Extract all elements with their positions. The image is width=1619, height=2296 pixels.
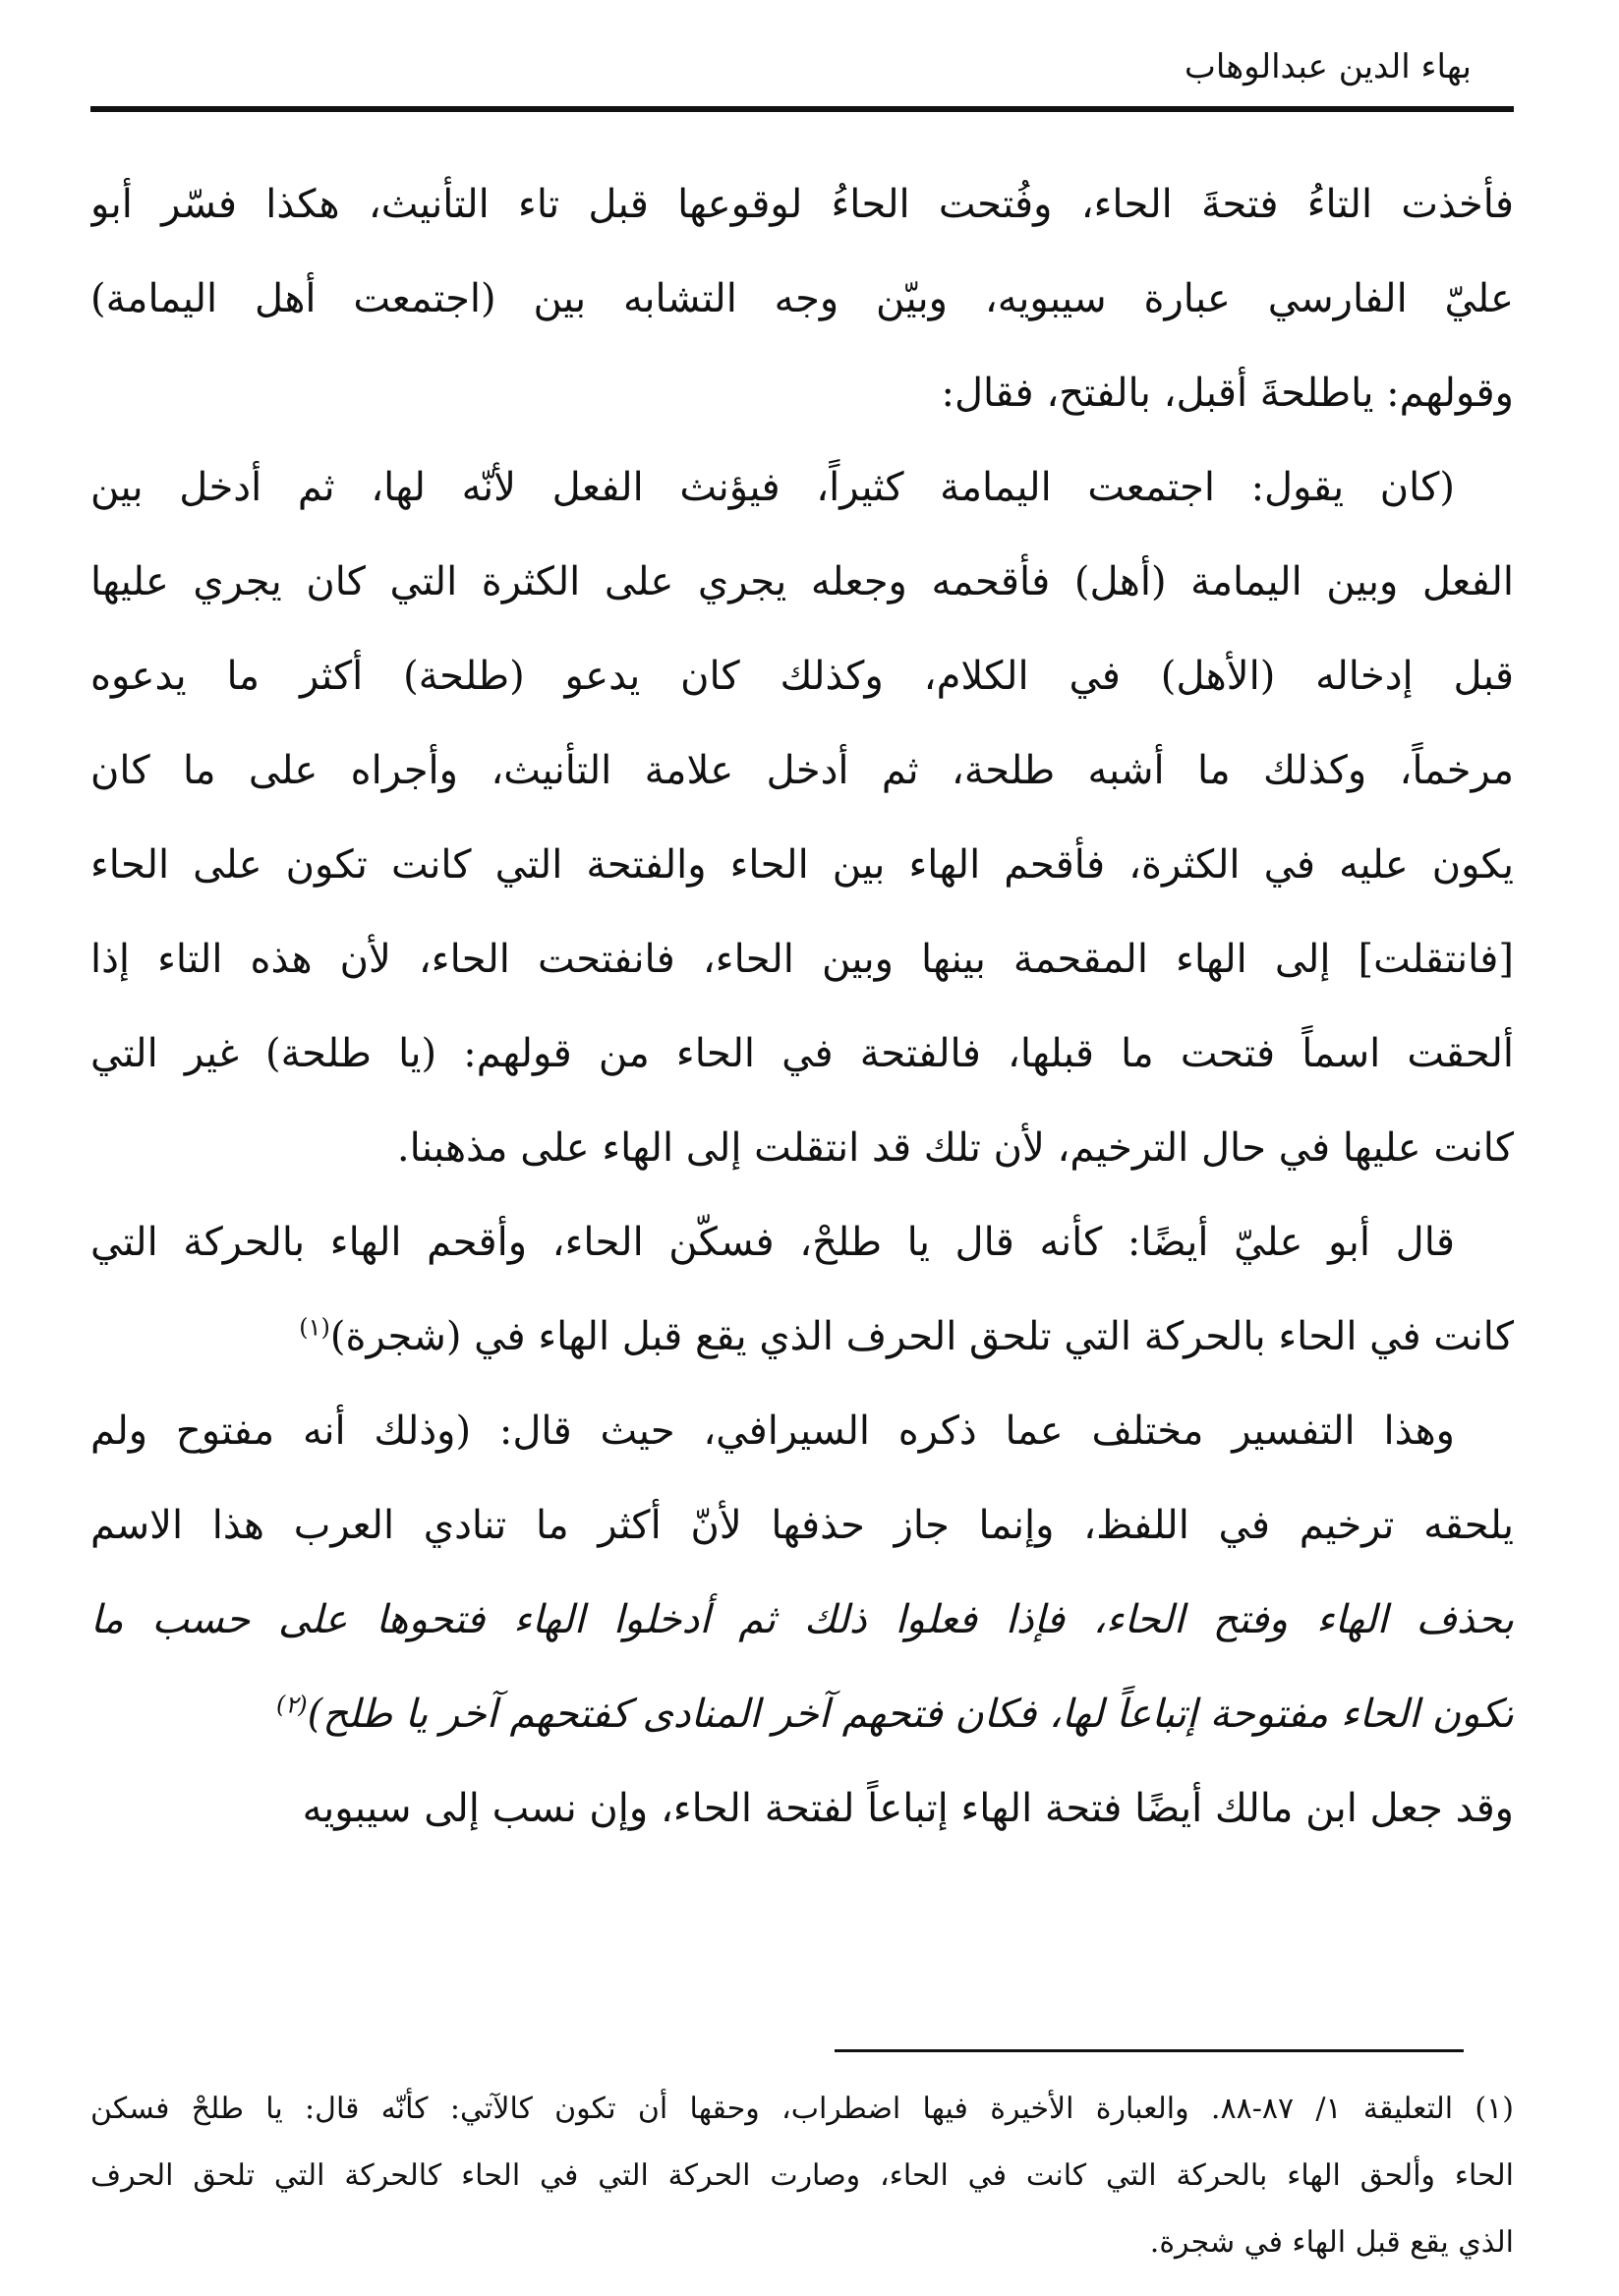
text-line-with-footnote bbox=[90, 1290, 1514, 1384]
text-line-content: كانت في الحاء بالحركة التي تلحق الحرف الذي يقع قبل الهاء في (شجرة) bbox=[329, 1314, 1514, 1359]
running-header: بهاء الدين عبدالوهاب bbox=[1184, 47, 1472, 86]
footnote-line: الذي يقع قبل الهاء في شجرة. bbox=[1149, 2225, 1514, 2260]
handwritten-line-with-footnote bbox=[90, 1667, 1514, 1761]
text-line: فأخذت التاءُ فتحةَ الحاء، وفُتحت الحاءُ لوقوعها قبل تاء التأنيث، هكذا فسّر أبو bbox=[90, 182, 1514, 227]
text-line: عليّ الفارسي عبارة سيبويه، وبيّن وجه التشابه بين (اجتمعت أهل اليمامة) bbox=[90, 276, 1514, 321]
text-line: كانت عليها في حال الترخيم، لأن تلك قد انتقلت إلى الهاء على مذهبنا. bbox=[396, 1125, 1514, 1171]
footnote-line: الحاء وألحق الهاء بالحركة التي كانت في الحاء، وصارت الحركة التي في الحاء كالحركة التي تلحق الحرف bbox=[90, 2158, 1514, 2193]
text-line-content: تكون الحاء مفتوحة إتباعاً لها، فكان فتحهم آخر المنادى كفتحهم آخر يا طلح) bbox=[307, 1692, 1514, 1737]
footnote-marker-1: (١) bbox=[299, 1313, 330, 1342]
text-line: مرخماً، وكذلك ما أشبه طلحة، ثم أدخل علامة التأنيث، وأجراه على ما كان bbox=[90, 748, 1514, 793]
text-line: وقولهم: ياطلحةَ أقبل، بالفتح، فقال: bbox=[941, 371, 1514, 416]
footnote-separator bbox=[835, 2049, 1464, 2052]
text-line: (كان يقول: اجتمعت اليمامة كثيراً، فيؤنث الفعل لأنّه لها، ثم أدخل بين bbox=[90, 465, 1455, 510]
text-line: ألحقت اسماً فتحت ما قبلها، فالفتحة في الحاء من قولهم: (يا طلحة) غير التي bbox=[90, 1031, 1514, 1076]
text-line: [فانتقلت] إلى الهاء المقحمة بينها وبين الحاء، فانفتحت الحاء، لأن هذه التاء إذا bbox=[90, 937, 1514, 982]
text-line: يلحقه ترخيم في اللفظ، وإنما جاز حذفها لأنّ أكثر ما تنادي العرب هذا الاسم bbox=[90, 1503, 1514, 1548]
text-line: قبل إدخاله (الأهل) في الكلام، وكذلك كان يدعو (طلحة) أكثر ما يدعوه bbox=[90, 654, 1514, 699]
text-line: وقد جعل ابن مالك أيضًا فتحة الهاء إتباعاً لفتحة الحاء، وإن نسب إلى سيبويه bbox=[302, 1786, 1514, 1831]
text-line: الفعل وبين اليمامة (أهل) فأقحمه وجعله يجري على الكثرة التي كان يجري عليها bbox=[90, 559, 1514, 604]
footnotes bbox=[90, 2076, 1514, 2276]
header-rule bbox=[90, 106, 1514, 112]
text-line: وهذا التفسير مختلف عما ذكره السيرافي، حيث قال: (وذلك أنه مفتوح ولم bbox=[90, 1408, 1455, 1454]
handwritten-line: بحذف الهاء وفتح الحاء، فإذا فعلوا ذلك ثم أدخلوا الهاء فتحوها على حسب ما bbox=[90, 1597, 1514, 1642]
main-text bbox=[90, 157, 1514, 1856]
footnote-marker-2: (٢) bbox=[276, 1691, 308, 1719]
text-line: قال أبو عليّ أيضًا: كأنه قال يا طلحْ، فسكّن الحاء، وأقحم الهاء بالحركة التي bbox=[90, 1220, 1455, 1265]
text-line: يكون عليه في الكثرة، فأقحم الهاء بين الحاء والفتحة التي كانت تكون على الحاء bbox=[90, 842, 1514, 888]
footnote-line: (١) التعليقة ١/ ٨٧-٨٨. والعبارة الأخيرة فيها اضطراب، وحقها أن تكون كالآتي: كأنّه قال: يا طلحْ فسكن bbox=[90, 2092, 1514, 2126]
